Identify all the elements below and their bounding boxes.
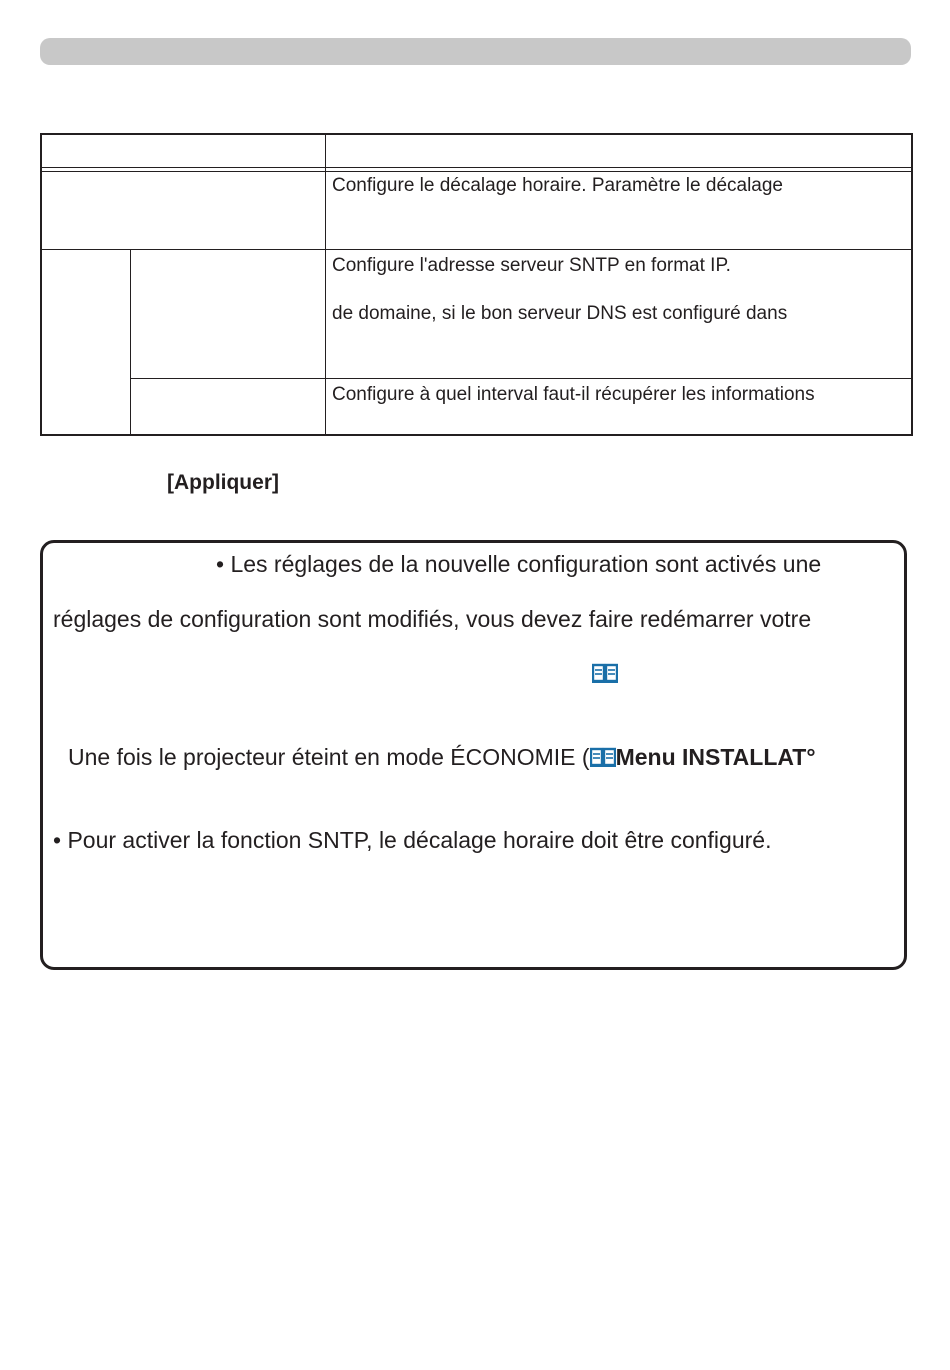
- table-column-divider: [325, 133, 326, 436]
- table-border-top: [40, 133, 913, 135]
- note-line-4-prefix: Une fois le projecteur éteint en mode ÉCONOMIE (: [68, 744, 590, 770]
- table-column-divider: [130, 249, 131, 436]
- menu-reference-link[interactable]: Menu INSTALLAT°: [615, 744, 816, 770]
- row2-description-line2: de domaine, si le bon serveur DNS est configuré dans: [332, 303, 788, 324]
- table-border-bottom: [40, 434, 913, 436]
- row1-description: Configure le décalage horaire. Paramètre le décalage: [332, 175, 783, 196]
- note-line-1: • Les réglages de la nouvelle configuration sont activés une: [216, 551, 822, 577]
- note-line-4: [68, 744, 816, 770]
- apply-label: [Appliquer]: [167, 471, 279, 494]
- note-line-5: • Pour activer la fonction SNTP, le décalage horaire doit être configuré.: [53, 827, 772, 853]
- note-line-2: réglages de configuration sont modifiés, vous devez faire redémarrer votre: [53, 606, 812, 632]
- book-icon: [590, 744, 616, 770]
- note-box: [40, 540, 907, 970]
- table-row-divider: [130, 378, 913, 379]
- table-border-left: [40, 133, 42, 436]
- row2-description-line1: Configure l'adresse serveur SNTP en format IP.: [332, 255, 731, 276]
- table-row-divider: [40, 249, 913, 250]
- table-border-right: [911, 133, 913, 436]
- header-bar: [40, 38, 911, 65]
- table-header-divider-double: [40, 171, 913, 172]
- settings-table: [40, 133, 913, 436]
- book-icon: [592, 662, 618, 686]
- table-header-divider: [40, 167, 913, 168]
- row3-description: Configure à quel interval faut-il récupérer les informations: [332, 384, 815, 405]
